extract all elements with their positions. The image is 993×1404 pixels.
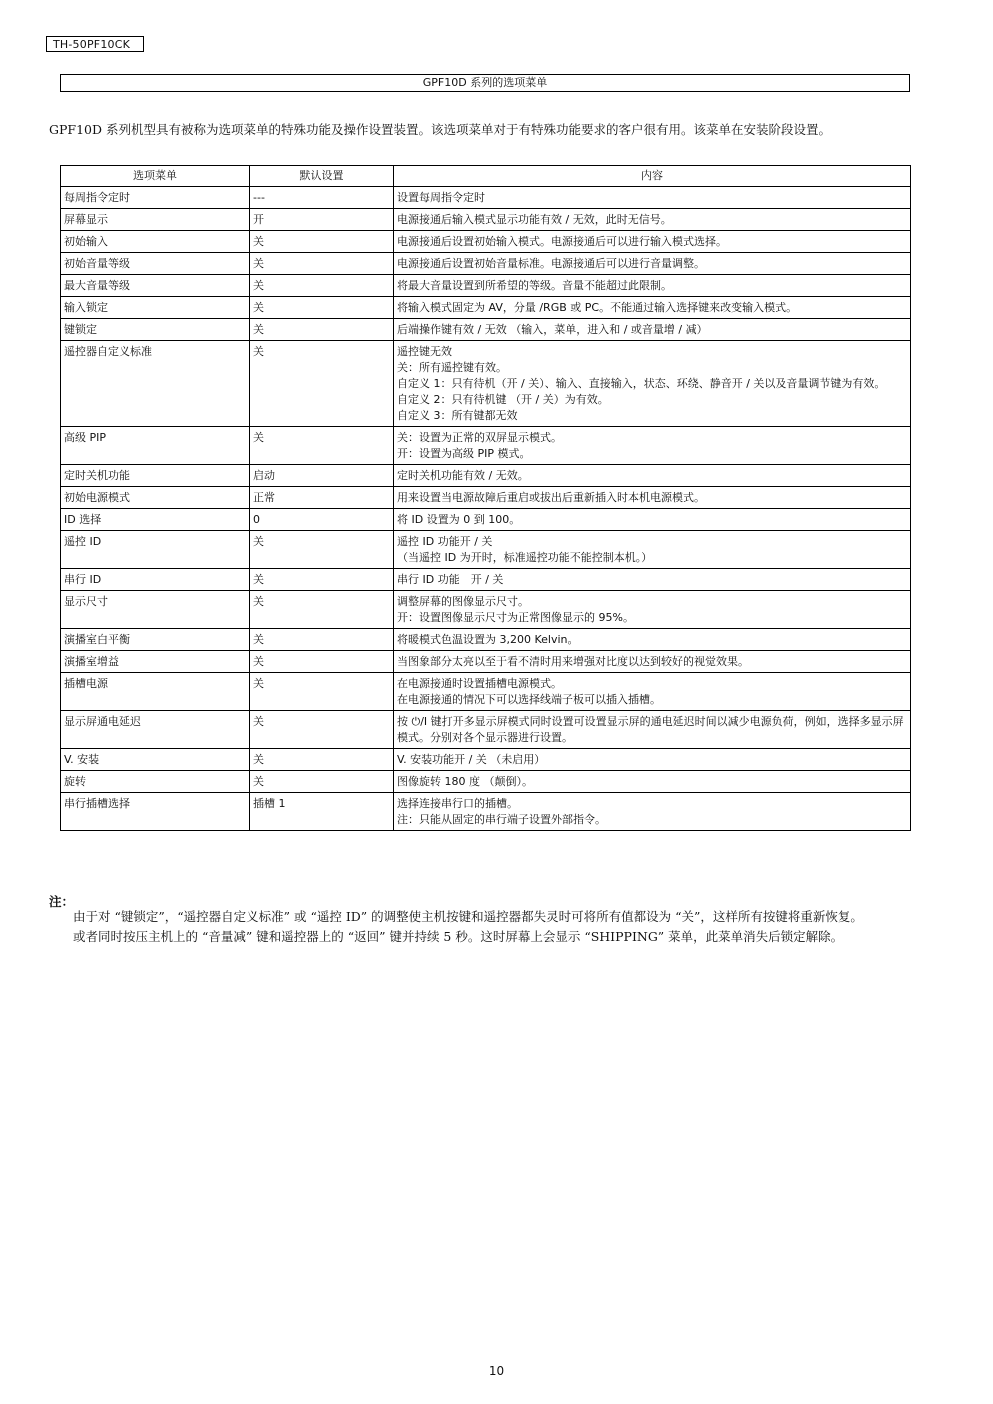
table-row bbox=[61, 771, 911, 793]
table-row bbox=[61, 319, 911, 341]
table-row bbox=[61, 253, 911, 275]
cell-option: 演播室白平衡 bbox=[61, 629, 250, 651]
table-row bbox=[61, 231, 911, 253]
cell-default: 关 bbox=[250, 427, 394, 465]
model-number-label: TH-50PF10CK bbox=[46, 36, 144, 52]
cell-option: 每周指令定时 bbox=[61, 187, 250, 209]
cell-content: 遥控 ID 功能开 / 关 （当遥控 ID 为开时，标准遥控功能不能控制本机。） bbox=[394, 531, 911, 569]
cell-option: 初始电源模式 bbox=[61, 487, 250, 509]
cell-option: 键锁定 bbox=[61, 319, 250, 341]
table-row bbox=[61, 275, 911, 297]
table-row bbox=[61, 711, 911, 749]
cell-option: 串行插槽选择 bbox=[61, 793, 250, 831]
table-row bbox=[61, 793, 911, 831]
cell-content: 定时关机功能有效 / 无效。 bbox=[394, 465, 911, 487]
cell-default: 关 bbox=[250, 253, 394, 275]
cell-content: 后端操作键有效 / 无效 （输入，菜单，进入和 / 或音量增 / 减） bbox=[394, 319, 911, 341]
cell-content: 串行 ID 功能 开 / 关 bbox=[394, 569, 911, 591]
cell-option: 定时关机功能 bbox=[61, 465, 250, 487]
cell-option: 最大音量等级 bbox=[61, 275, 250, 297]
cell-option: 屏幕显示 bbox=[61, 209, 250, 231]
cell-content: 电源接通后输入模式显示功能有效 / 无效，此时无信号。 bbox=[394, 209, 911, 231]
cell-default: 关 bbox=[250, 591, 394, 629]
table-row bbox=[61, 531, 911, 569]
table-row bbox=[61, 465, 911, 487]
table-row bbox=[61, 591, 911, 629]
cell-default: 正常 bbox=[250, 487, 394, 509]
cell-option: V. 安装 bbox=[61, 749, 250, 771]
option-menu-table bbox=[60, 165, 911, 831]
table-body bbox=[61, 187, 911, 831]
table-row bbox=[61, 297, 911, 319]
cell-default: 关 bbox=[250, 673, 394, 711]
cell-content: 关：设置为正常的双屏显示模式。 开：设置为高级 PIP 模式。 bbox=[394, 427, 911, 465]
cell-default: 关 bbox=[250, 569, 394, 591]
cell-content: 电源接通后设置初始音量标准。电源接通后可以进行音量调整。 bbox=[394, 253, 911, 275]
cell-option: 初始输入 bbox=[61, 231, 250, 253]
table-row bbox=[61, 629, 911, 651]
section-title: GPF10D 系列的选项菜单 bbox=[60, 74, 910, 92]
cell-option: 输入锁定 bbox=[61, 297, 250, 319]
cell-default: 启动 bbox=[250, 465, 394, 487]
cell-default: 关 bbox=[250, 319, 394, 341]
cell-default: 关 bbox=[250, 297, 394, 319]
table-row bbox=[61, 569, 911, 591]
notes bbox=[73, 907, 923, 947]
cell-option: 高级 PIP bbox=[61, 427, 250, 465]
cell-option: 演播室增益 bbox=[61, 651, 250, 673]
table-row bbox=[61, 749, 911, 771]
cell-content: 将最大音量设置到所希望的等级。音量不能超过此限制。 bbox=[394, 275, 911, 297]
cell-default: 开 bbox=[250, 209, 394, 231]
table-row bbox=[61, 427, 911, 465]
cell-default: 插槽 1 bbox=[250, 793, 394, 831]
table-header-row bbox=[61, 166, 911, 187]
cell-default: 关 bbox=[250, 749, 394, 771]
cell-content: 当图象部分太亮以至于看不清时用来增强对比度以达到较好的视觉效果。 bbox=[394, 651, 911, 673]
cell-default: 关 bbox=[250, 771, 394, 793]
table-row bbox=[61, 509, 911, 531]
cell-content: 设置每周指令定时 bbox=[394, 187, 911, 209]
table-row bbox=[61, 209, 911, 231]
intro-paragraph: GPF10D 系列机型具有被称为选项菜单的特殊功能及操作设置装置。该选项菜单对于有特殊功能要求的客户很有用。该菜单在安装阶段设置。 bbox=[49, 122, 831, 137]
cell-default: 关 bbox=[250, 341, 394, 427]
page-number: 10 bbox=[488, 1364, 505, 1378]
cell-default: 关 bbox=[250, 231, 394, 253]
cell-default: 0 bbox=[250, 509, 394, 531]
table-row bbox=[61, 651, 911, 673]
cell-default: 关 bbox=[250, 711, 394, 749]
cell-content: 将暖模式色温设置为 3,200 Kelvin。 bbox=[394, 629, 911, 651]
cell-content: 选择连接串行口的插槽。 注：只能从固定的串行端子设置外部指令。 bbox=[394, 793, 911, 831]
column-header-default: 默认设置 bbox=[250, 166, 394, 187]
column-header-option: 选项菜单 bbox=[61, 166, 250, 187]
cell-content: 调整屏幕的图像显示尺寸。 开：设置图像显示尺寸为正常图像显示的 95%。 bbox=[394, 591, 911, 629]
cell-option: 插槽电源 bbox=[61, 673, 250, 711]
table-row bbox=[61, 341, 911, 427]
table-row bbox=[61, 187, 911, 209]
cell-content: 电源接通后设置初始输入模式。电源接通后可以进行输入模式选择。 bbox=[394, 231, 911, 253]
cell-default: 关 bbox=[250, 531, 394, 569]
cell-default: 关 bbox=[250, 651, 394, 673]
cell-content: 将 ID 设置为 0 到 100。 bbox=[394, 509, 911, 531]
cell-content: 在电源接通时设置插槽电源模式。 在电源接通的情况下可以选择线端子板可以插入插槽。 bbox=[394, 673, 911, 711]
cell-content: 按 ⏻/I 键打开多显示屏模式同时设置可设置显示屏的通电延迟时间以减少电源负荷，例如，选择多显示屏模式。分别对各个显示器进行设置。 bbox=[394, 711, 911, 749]
cell-default: 关 bbox=[250, 275, 394, 297]
cell-content: 遥控键无效 关：所有遥控键有效。 自定义 1：只有待机（开 / 关）、输入、直接输入，状态、环绕、静音开 / 关以及音量调节键为有效。 自定义 2：只有待机键 （开 / 关）为有效。 自定义 3：所有键都无效 bbox=[394, 341, 911, 427]
cell-default: --- bbox=[250, 187, 394, 209]
table-row bbox=[61, 487, 911, 509]
notes-label: 注： bbox=[49, 894, 75, 909]
cell-content: 将输入模式固定为 AV，分量 /RGB 或 PC。不能通过输入选择键来改变输入模式。 bbox=[394, 297, 911, 319]
cell-option: 初始音量等级 bbox=[61, 253, 250, 275]
note-item: 或者同时按压主机上的 “音量减” 键和遥控器上的 “返回” 键并持续 5 秒。这时屏幕上会显示 “SHIPPING” 菜单，此菜单消失后锁定解除。 bbox=[73, 929, 844, 944]
cell-option: 遥控 ID bbox=[61, 531, 250, 569]
cell-option: 遥控器自定义标准 bbox=[61, 341, 250, 427]
table-row bbox=[61, 673, 911, 711]
column-header-content: 内容 bbox=[394, 166, 911, 187]
cell-content: 图像旋转 180 度 （颠倒）。 bbox=[394, 771, 911, 793]
cell-option: ID 选择 bbox=[61, 509, 250, 531]
cell-option: 串行 ID bbox=[61, 569, 250, 591]
cell-default: 关 bbox=[250, 629, 394, 651]
cell-option: 显示屏通电延迟 bbox=[61, 711, 250, 749]
cell-option: 显示尺寸 bbox=[61, 591, 250, 629]
cell-option: 旋转 bbox=[61, 771, 250, 793]
cell-content: 用来设置当电源故障后重启或拔出后重新插入时本机电源模式。 bbox=[394, 487, 911, 509]
cell-content: V. 安装功能开 / 关 （未启用） bbox=[394, 749, 911, 771]
note-item: 由于对 “键锁定”，“遥控器自定义标准” 或 “遥控 ID” 的调整使主机按键和遥控器都失灵时可将所有值都设为 “关”，这样所有按键将重新恢复。 bbox=[73, 909, 863, 924]
